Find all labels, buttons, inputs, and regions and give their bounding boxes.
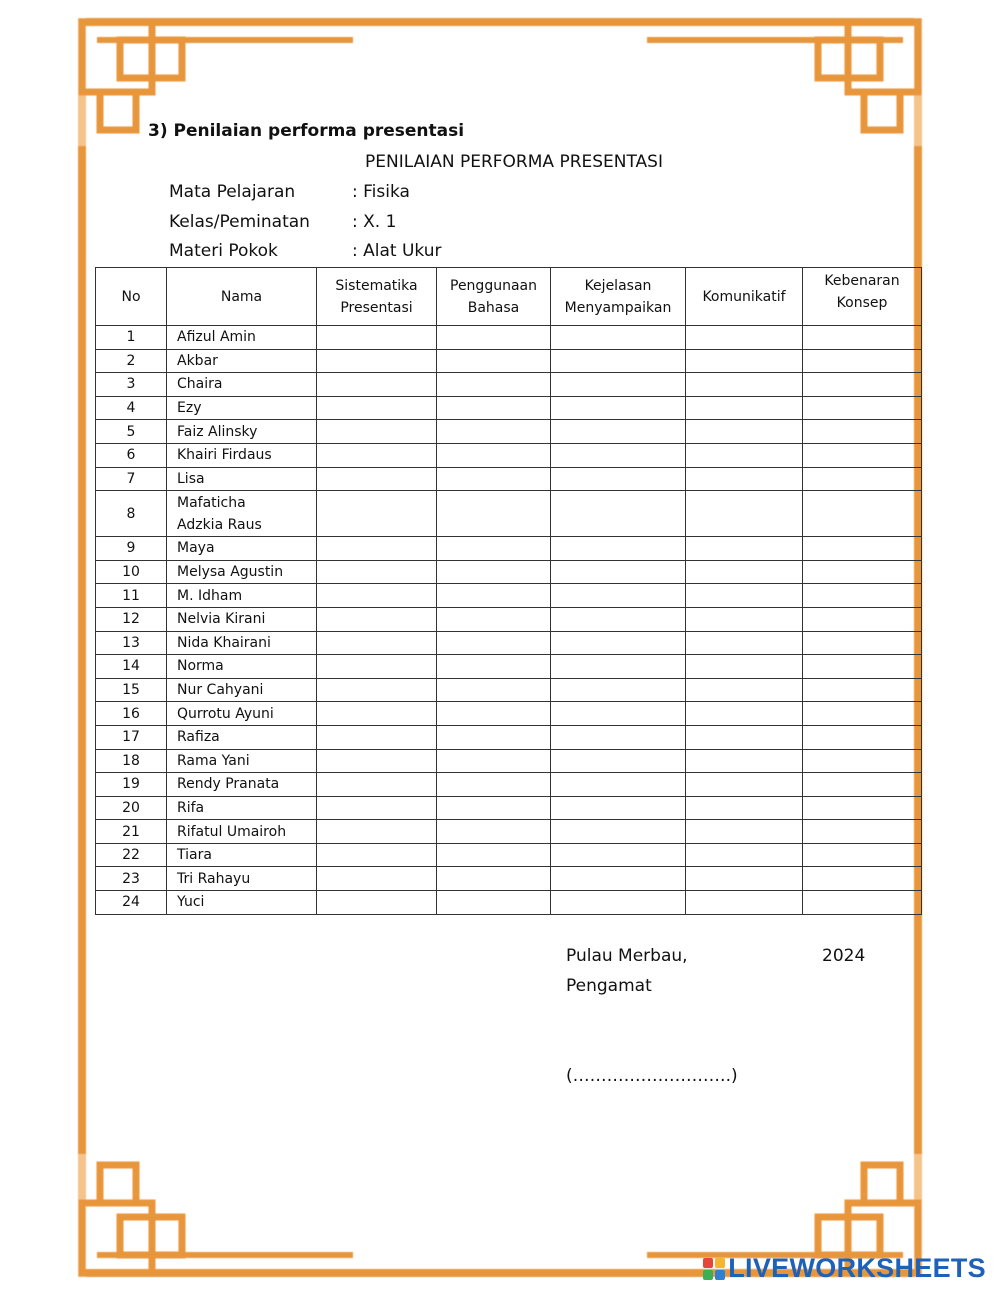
student-name: Rama Yani	[167, 749, 317, 773]
student-name: Melysa Agustin	[167, 560, 317, 584]
col-header-text: Kebenaran	[824, 273, 900, 289]
signature-year: 2024	[822, 946, 866, 966]
score-kejelasan-cell[interactable]	[551, 725, 686, 749]
score-kebenaran-cell[interactable]	[803, 560, 922, 584]
liveworksheets-icon	[703, 1258, 725, 1280]
col-header-text: Presentasi	[340, 299, 413, 316]
student-name: Tiara	[167, 843, 317, 867]
score-sistematika-cell[interactable]	[317, 631, 437, 655]
table-row	[96, 655, 922, 679]
col-header-kebenaran	[803, 268, 922, 326]
row-number: 11	[96, 584, 167, 608]
score-komunikatif-cell[interactable]	[686, 749, 803, 773]
score-kejelasan-cell[interactable]	[551, 891, 686, 915]
score-kebenaran-cell[interactable]	[803, 820, 922, 844]
score-penggunaan-cell[interactable]	[437, 867, 551, 891]
table-row	[96, 326, 922, 350]
col-header-text: Bahasa	[467, 299, 520, 316]
student-name: Rifatul Umairoh	[167, 820, 317, 844]
table-row	[96, 702, 922, 726]
student-name: Rafiza	[167, 725, 317, 749]
row-number: 4	[96, 396, 167, 420]
score-komunikatif-cell[interactable]	[686, 349, 803, 373]
row-number: 9	[96, 537, 167, 561]
score-komunikatif-cell[interactable]	[686, 843, 803, 867]
score-sistematika-cell[interactable]	[317, 420, 437, 444]
table-row	[96, 607, 922, 631]
score-komunikatif-cell[interactable]	[686, 373, 803, 397]
student-name: Yuci	[167, 891, 317, 915]
row-number: 20	[96, 796, 167, 820]
row-number: 1	[96, 326, 167, 350]
table-header-row	[96, 268, 922, 326]
score-kejelasan-cell[interactable]	[551, 607, 686, 631]
student-name: Tri Rahayu	[167, 867, 317, 891]
score-komunikatif-cell[interactable]	[686, 702, 803, 726]
student-name: Nur Cahyani	[167, 678, 317, 702]
student-name: Faiz Alinsky	[167, 420, 317, 444]
score-komunikatif-cell[interactable]	[686, 796, 803, 820]
liveworksheets-logo	[703, 1253, 986, 1284]
score-sistematika-cell[interactable]	[317, 491, 437, 537]
score-komunikatif-cell[interactable]	[686, 891, 803, 915]
score-kejelasan-cell[interactable]	[551, 349, 686, 373]
assessment-table	[95, 267, 922, 915]
score-kejelasan-cell[interactable]	[551, 420, 686, 444]
score-kejelasan-cell[interactable]	[551, 373, 686, 397]
score-kejelasan-cell[interactable]	[551, 773, 686, 797]
score-kebenaran-cell[interactable]	[803, 373, 922, 397]
score-penggunaan-cell[interactable]	[437, 820, 551, 844]
score-kebenaran-cell[interactable]	[803, 702, 922, 726]
score-penggunaan-cell[interactable]	[437, 326, 551, 350]
score-sistematika-cell[interactable]	[317, 725, 437, 749]
student-name: Ezy	[167, 396, 317, 420]
score-sistematika-cell[interactable]	[317, 678, 437, 702]
logo-square	[715, 1258, 725, 1268]
score-komunikatif-cell[interactable]	[686, 867, 803, 891]
row-number: 7	[96, 467, 167, 491]
row-number: 13	[96, 631, 167, 655]
score-sistematika-cell[interactable]	[317, 655, 437, 679]
score-sistematika-cell[interactable]	[317, 749, 437, 773]
info-value-topic: : Alat Ukur	[352, 241, 442, 261]
score-kebenaran-cell[interactable]	[803, 537, 922, 561]
score-kebenaran-cell[interactable]	[803, 891, 922, 915]
score-penggunaan-cell[interactable]	[437, 749, 551, 773]
section-heading: 3) Penilaian performa presentasi	[148, 121, 465, 141]
col-header-no: No	[96, 268, 167, 326]
score-komunikatif-cell[interactable]	[686, 725, 803, 749]
score-penggunaan-cell[interactable]	[437, 467, 551, 491]
row-number: 18	[96, 749, 167, 773]
score-sistematika-cell[interactable]	[317, 773, 437, 797]
score-kebenaran-cell[interactable]	[803, 843, 922, 867]
score-sistematika-cell[interactable]	[317, 537, 437, 561]
score-kejelasan-cell[interactable]	[551, 491, 686, 537]
score-komunikatif-cell[interactable]	[686, 655, 803, 679]
row-number: 22	[96, 843, 167, 867]
score-kebenaran-cell[interactable]	[803, 584, 922, 608]
student-name: Maya	[167, 537, 317, 561]
row-number: 19	[96, 773, 167, 797]
signature-role: Pengamat	[566, 976, 652, 996]
score-sistematika-cell[interactable]	[317, 584, 437, 608]
score-kejelasan-cell[interactable]	[551, 820, 686, 844]
score-kejelasan-cell[interactable]	[551, 655, 686, 679]
score-sistematika-cell[interactable]	[317, 843, 437, 867]
info-label-subject: Mata Pelajaran	[169, 182, 296, 202]
info-value-class: : X. 1	[352, 212, 397, 232]
score-kejelasan-cell[interactable]	[551, 702, 686, 726]
table-row	[96, 373, 922, 397]
frame-knot	[100, 92, 136, 130]
score-komunikatif-cell[interactable]	[686, 631, 803, 655]
logo-square	[703, 1270, 713, 1280]
score-penggunaan-cell[interactable]	[437, 560, 551, 584]
score-kejelasan-cell[interactable]	[551, 749, 686, 773]
score-sistematika-cell[interactable]	[317, 396, 437, 420]
table-row	[96, 725, 922, 749]
student-name: Khairi Firdaus	[167, 443, 317, 467]
row-number: 3	[96, 373, 167, 397]
col-header-text: Menyampaikan	[564, 299, 672, 316]
score-kebenaran-cell[interactable]	[803, 655, 922, 679]
row-number: 10	[96, 560, 167, 584]
score-sistematika-cell[interactable]	[317, 467, 437, 491]
score-penggunaan-cell[interactable]	[437, 725, 551, 749]
score-komunikatif-cell[interactable]	[686, 607, 803, 631]
table-row	[96, 420, 922, 444]
score-kejelasan-cell[interactable]	[551, 796, 686, 820]
score-kebenaran-cell[interactable]	[803, 678, 922, 702]
score-sistematika-cell[interactable]	[317, 607, 437, 631]
col-header-penggunaan	[437, 268, 551, 326]
score-sistematika-cell[interactable]	[317, 702, 437, 726]
col-header-text: Sistematika	[335, 277, 418, 294]
score-kebenaran-cell[interactable]	[803, 773, 922, 797]
score-komunikatif-cell[interactable]	[686, 537, 803, 561]
score-penggunaan-cell[interactable]	[437, 631, 551, 655]
score-penggunaan-cell[interactable]	[437, 537, 551, 561]
score-penggunaan-cell[interactable]	[437, 584, 551, 608]
score-penggunaan-cell[interactable]	[437, 843, 551, 867]
table-row	[96, 796, 922, 820]
row-number: 5	[96, 420, 167, 444]
student-name: Qurrotu Ayuni	[167, 702, 317, 726]
score-sistematika-cell[interactable]	[317, 326, 437, 350]
score-komunikatif-cell[interactable]	[686, 560, 803, 584]
table-row	[96, 584, 922, 608]
score-sistematika-cell[interactable]	[317, 373, 437, 397]
score-sistematika-cell[interactable]	[317, 891, 437, 915]
row-number: 6	[96, 443, 167, 467]
score-kejelasan-cell[interactable]	[551, 560, 686, 584]
score-kejelasan-cell[interactable]	[551, 537, 686, 561]
score-kebenaran-cell[interactable]	[803, 867, 922, 891]
score-sistematika-cell[interactable]	[317, 867, 437, 891]
score-kebenaran-cell[interactable]	[803, 631, 922, 655]
score-kebenaran-cell[interactable]	[803, 725, 922, 749]
score-kebenaran-cell[interactable]	[803, 349, 922, 373]
col-header-nama: Nama	[167, 268, 317, 326]
table-row	[96, 843, 922, 867]
score-penggunaan-cell[interactable]	[437, 349, 551, 373]
score-kejelasan-cell[interactable]	[551, 396, 686, 420]
score-penggunaan-cell[interactable]	[437, 443, 551, 467]
table-row	[96, 891, 922, 915]
row-number: 12	[96, 607, 167, 631]
row-number: 15	[96, 678, 167, 702]
student-name: Nida Khairani	[167, 631, 317, 655]
table-row	[96, 867, 922, 891]
row-number: 2	[96, 349, 167, 373]
student-name: Chaira	[167, 373, 317, 397]
score-kebenaran-cell[interactable]	[803, 420, 922, 444]
logo-square	[715, 1270, 725, 1280]
student-name: Nelvia Kirani	[167, 607, 317, 631]
row-number: 16	[96, 702, 167, 726]
score-kejelasan-cell[interactable]	[551, 326, 686, 350]
score-kejelasan-cell[interactable]	[551, 631, 686, 655]
score-kebenaran-cell[interactable]	[803, 749, 922, 773]
score-kebenaran-cell[interactable]	[803, 326, 922, 350]
table-row	[96, 467, 922, 491]
row-number: 23	[96, 867, 167, 891]
table-row	[96, 631, 922, 655]
score-kebenaran-cell[interactable]	[803, 491, 922, 537]
score-penggunaan-cell[interactable]	[437, 396, 551, 420]
student-name: Akbar	[167, 349, 317, 373]
score-kebenaran-cell[interactable]	[803, 607, 922, 631]
score-komunikatif-cell[interactable]	[686, 584, 803, 608]
score-kejelasan-cell[interactable]	[551, 843, 686, 867]
row-number: 17	[96, 725, 167, 749]
student-name: Mafaticha Adzkia Raus	[167, 491, 317, 537]
score-penggunaan-cell[interactable]	[437, 796, 551, 820]
score-sistematika-cell[interactable]	[317, 796, 437, 820]
row-number: 8	[96, 491, 167, 537]
score-penggunaan-cell[interactable]	[437, 420, 551, 444]
row-number: 24	[96, 891, 167, 915]
document-title: PENILAIAN PERFORMA PRESENTASI	[364, 152, 663, 172]
col-header-text: Kejelasan	[584, 277, 652, 294]
score-penggunaan-cell[interactable]	[437, 373, 551, 397]
student-name: Rifa	[167, 796, 317, 820]
student-name: M. Idham	[167, 584, 317, 608]
logo-square	[703, 1258, 713, 1268]
score-komunikatif-cell[interactable]	[686, 773, 803, 797]
score-komunikatif-cell[interactable]	[686, 326, 803, 350]
info-label-topic: Materi Pokok	[169, 241, 278, 261]
signature-place: Pulau Merbau,	[566, 946, 688, 966]
score-komunikatif-cell[interactable]	[686, 443, 803, 467]
table-row	[96, 820, 922, 844]
score-komunikatif-cell[interactable]	[686, 420, 803, 444]
info-label-class: Kelas/Peminatan	[169, 212, 310, 232]
student-name: Afizul Amin	[167, 326, 317, 350]
score-kejelasan-cell[interactable]	[551, 467, 686, 491]
col-header-sistematika	[317, 268, 437, 326]
score-penggunaan-cell[interactable]	[437, 891, 551, 915]
col-header-text: Konsep	[836, 295, 888, 311]
score-kejelasan-cell[interactable]	[551, 867, 686, 891]
frame-knot	[864, 1165, 900, 1203]
liveworksheets-wordmark: LIVEWORKSHEETS	[728, 1253, 986, 1283]
score-penggunaan-cell[interactable]	[437, 678, 551, 702]
score-komunikatif-cell[interactable]	[686, 396, 803, 420]
score-penggunaan-cell[interactable]	[437, 607, 551, 631]
table-row	[96, 349, 922, 373]
score-penggunaan-cell[interactable]	[437, 655, 551, 679]
table-row	[96, 560, 922, 584]
table-row	[96, 491, 922, 537]
score-kejelasan-cell[interactable]	[551, 584, 686, 608]
score-kebenaran-cell[interactable]	[803, 796, 922, 820]
score-kebenaran-cell[interactable]	[803, 396, 922, 420]
score-kejelasan-cell[interactable]	[551, 678, 686, 702]
score-kebenaran-cell[interactable]	[803, 443, 922, 467]
table-row	[96, 537, 922, 561]
col-header-komunikatif: Komunikatif	[686, 268, 803, 326]
score-sistematika-cell[interactable]	[317, 349, 437, 373]
table-row	[96, 773, 922, 797]
score-komunikatif-cell[interactable]	[686, 820, 803, 844]
student-name: Norma	[167, 655, 317, 679]
score-sistematika-cell[interactable]	[317, 820, 437, 844]
table-row	[96, 749, 922, 773]
table-row	[96, 678, 922, 702]
table-row	[96, 396, 922, 420]
score-komunikatif-cell[interactable]	[686, 467, 803, 491]
score-komunikatif-cell[interactable]	[686, 678, 803, 702]
student-name: Rendy Pranata	[167, 773, 317, 797]
score-kejelasan-cell[interactable]	[551, 443, 686, 467]
score-komunikatif-cell[interactable]	[686, 491, 803, 537]
score-penggunaan-cell[interactable]	[437, 702, 551, 726]
info-value-subject: : Fisika	[352, 182, 410, 202]
table-row	[96, 443, 922, 467]
score-penggunaan-cell[interactable]	[437, 773, 551, 797]
score-sistematika-cell[interactable]	[317, 560, 437, 584]
score-sistematika-cell[interactable]	[317, 443, 437, 467]
col-header-kejelasan	[551, 268, 686, 326]
col-header-text: Penggunaan	[450, 277, 537, 294]
frame-knot	[100, 1165, 136, 1203]
row-number: 14	[96, 655, 167, 679]
frame-knot	[864, 92, 900, 130]
score-penggunaan-cell[interactable]	[437, 491, 551, 537]
signature-blank: (……………………….)	[566, 1066, 738, 1086]
student-name: Lisa	[167, 467, 317, 491]
row-number: 21	[96, 820, 167, 844]
score-kebenaran-cell[interactable]	[803, 467, 922, 491]
